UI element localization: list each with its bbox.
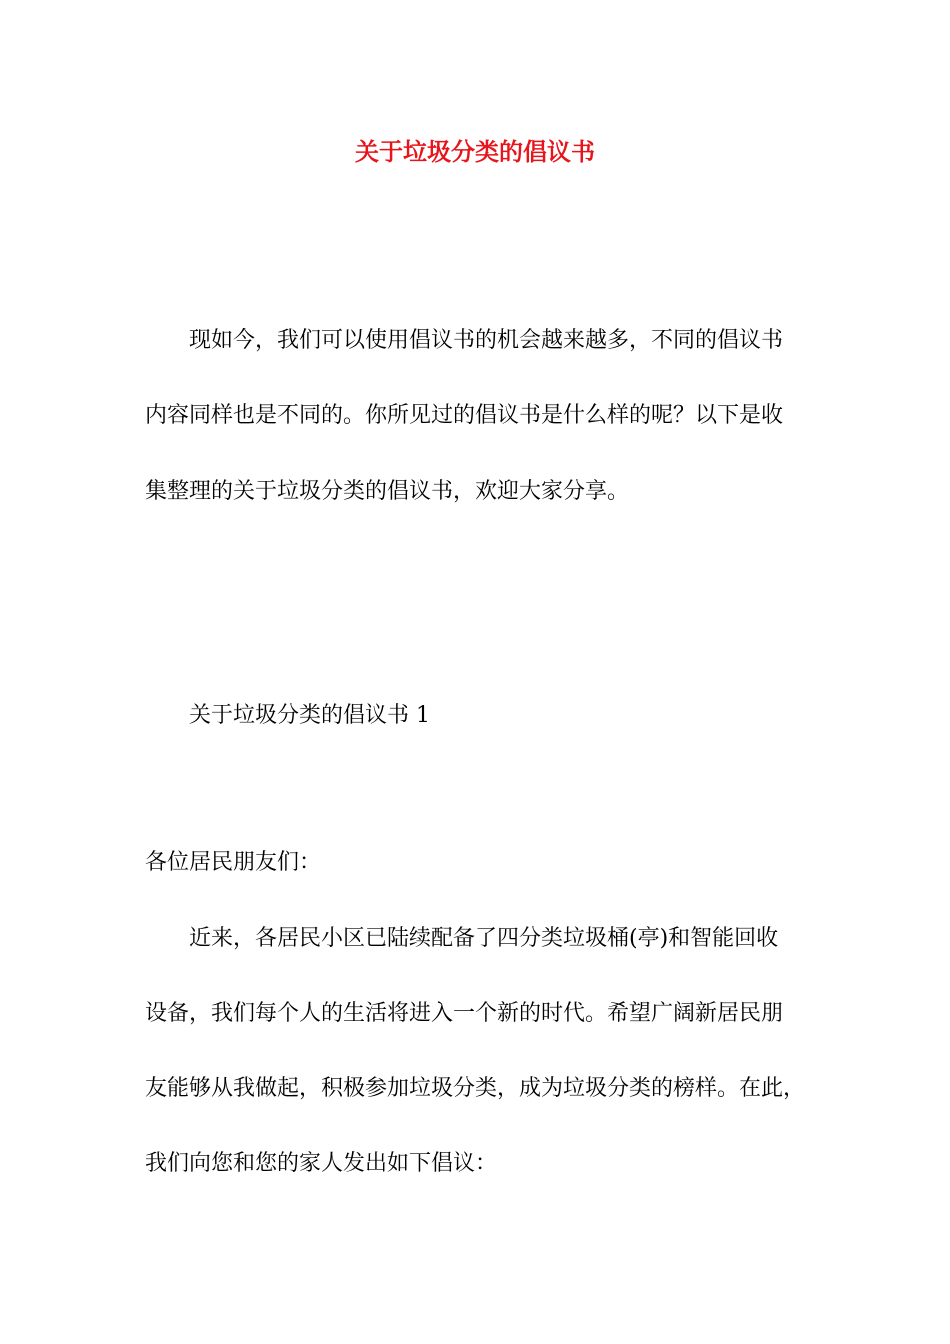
body-line-3: 友能够从我做起，积极参加垃圾分类，成为垃圾分类的榜样。在此， — [145, 1076, 806, 1101]
body-line-1: 近来，各居民小区已陆续配备了四分类垃圾桶(亭)和智能回收 — [189, 926, 779, 951]
intro-line-3: 集整理的关于垃圾分类的倡议书，欢迎大家分享。 — [145, 479, 630, 504]
salutation: 各位居民朋友们： — [145, 850, 322, 875]
intro-line-2: 内容同样也是不同的。你所见过的倡议书是什么样的呢？以下是收 — [145, 403, 784, 428]
body-line-2: 设备，我们每个人的生活将进入一个新的时代。希望广阔新居民朋 — [145, 1001, 784, 1026]
section-heading: 关于垃圾分类的倡议书 1 — [189, 703, 430, 728]
intro-line-1: 现如今，我们可以使用倡议书的机会越来越多，不同的倡议书 — [189, 328, 784, 353]
document-title: 关于垃圾分类的倡议书 — [355, 137, 595, 166]
body-line-4: 我们向您和您的家人发出如下倡议： — [145, 1151, 498, 1176]
